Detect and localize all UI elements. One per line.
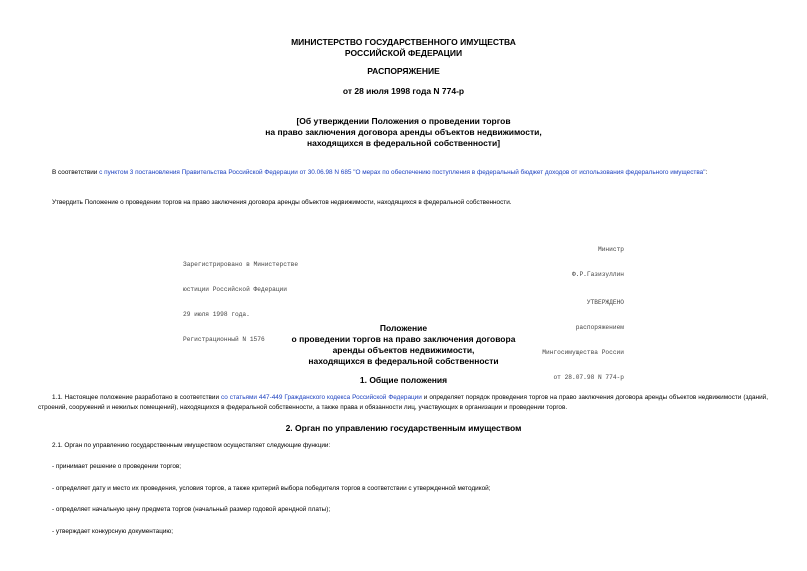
preamble-prefix: В соответствии xyxy=(52,169,100,176)
preamble-suffix: : xyxy=(705,169,708,176)
approval-line-4: от 28.07.98 N 774-р xyxy=(553,374,624,382)
section-1-paragraph xyxy=(38,393,768,413)
doc-type: РАСПОРЯЖЕНИЕ xyxy=(367,66,440,76)
approval-line-1: УТВЕРЖДЕНО xyxy=(586,298,624,306)
regulation-title-line-4: находящихся в федеральной собственности xyxy=(308,356,499,366)
ministry-line-1: МИНИСТЕРСТВО ГОСУДАРСТВЕННОГО ИМУЩЕСТВА xyxy=(291,37,516,47)
signature-name: Ф.Р.Газизуллин xyxy=(572,271,624,279)
regulation-title-line-3: аренды объектов недвижимости, xyxy=(332,345,475,355)
approve-paragraph xyxy=(38,198,768,208)
section-2-paragraph: 2.1. Орган по управлению государственным имуществом осуществляет следующие функции: xyxy=(52,442,331,449)
subject-line-2: на право заключения договора аренды объектов недвижимости, xyxy=(265,127,542,137)
ministry-heading xyxy=(0,37,807,59)
list-item: - определяет дату и место их проведения, условия торгов, а также критерий выбора победителя торгов в соответствии с утвержденной методикой; xyxy=(52,485,491,492)
registration-line-3: 29 июля 1998 года. xyxy=(183,311,250,319)
list-item: - утверждает конкурсную документацию; xyxy=(52,528,174,535)
subject-line-1: [Об утверждении Положения о проведении торгов xyxy=(296,116,511,126)
registration-line-1: Зарегистрировано в Министерстве xyxy=(183,260,299,268)
section-1-prefix: 1.1. Настоящее положение разработано в соответствии xyxy=(52,394,222,401)
registration-line-2: юстиции Российской Федерации xyxy=(183,286,287,294)
regulation-title-line-2: о проведении торгов на право заключения договора xyxy=(291,334,516,344)
ministry-line-2: РОССИЙСКОЙ ФЕДЕРАЦИИ xyxy=(344,48,463,58)
approve-text: Утвердить Положение о проведении торгов на право заключения договора аренды объектов недвижимости, находящихся в федеральной собственности. xyxy=(52,199,512,206)
doc-subject xyxy=(0,116,807,149)
preamble-paragraph xyxy=(38,168,768,178)
list-item: - определяет начальную цену предмета торгов (начальный размер годовой арендной платы); xyxy=(52,506,331,513)
section-2-heading: 2. Орган по управлению государственным имуществом xyxy=(285,423,522,433)
regulation-title xyxy=(0,323,807,367)
approval-line-3: Мингосимущества России xyxy=(542,349,624,357)
signature-title: Министр xyxy=(598,245,624,253)
subject-line-3: находящихся в федеральной собственности] xyxy=(306,138,501,148)
section-1-heading: 1. Общие положения xyxy=(359,375,448,385)
section-1-suffix: и определяет порядок проведения торгов на право заключения договора аренды объектов недвижимости (зданий, строений, сооружений и нежилых помещений), находящихся в федеральной собственности, а также права и обязанности лиц, участвующих в организации и проведении торгов. xyxy=(38,394,768,411)
regulation-title-line-1: Положение xyxy=(379,323,428,333)
list-item: - принимает решение о проведении торгов; xyxy=(52,463,182,470)
civil-code-link[interactable]: со статьями 447-449 Гражданского кодекса Российской Федерации xyxy=(221,394,422,401)
preamble-law-link[interactable]: с пунктом 3 постановления Правительства Российской Федерации от 30.06.98 N 685 "О мерах по обеспечению поступления в федеральный бюджет доходов от использования федерального имущества" xyxy=(99,169,706,176)
registration-line-4: Регистрационный N 1576 xyxy=(183,336,265,344)
approval-line-2: распоряжением xyxy=(575,324,624,332)
doc-date-number: от 28 июля 1998 года N 774-р xyxy=(342,86,465,96)
